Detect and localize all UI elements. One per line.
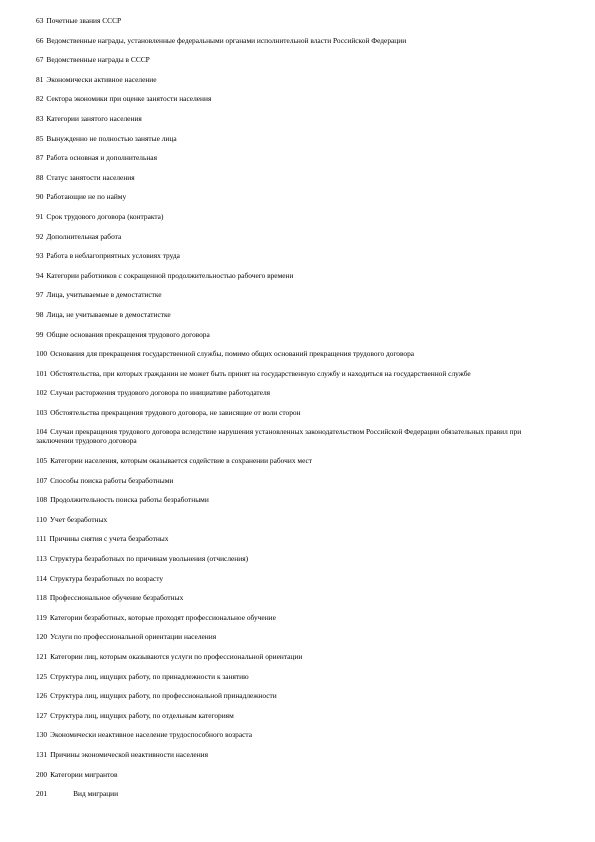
item-text: Общие основания прекращения трудового договора (46, 329, 210, 339)
item-number: 131 (36, 749, 48, 759)
list-item (36, 613, 588, 622)
item-number: 108 (36, 495, 48, 505)
item-number: 103 (36, 407, 48, 417)
item-number: 126 (36, 691, 48, 701)
list-item (36, 290, 588, 299)
list-item (36, 212, 588, 221)
list-item (36, 632, 588, 641)
item-text: Экономически неактивное население трудоспособного возраста (50, 730, 253, 740)
list-item (36, 456, 588, 465)
list-item (36, 789, 588, 798)
item-text: Структура лиц, ищущих работу, по принадлежности к занятию (50, 671, 249, 681)
item-number: 91 (36, 211, 44, 221)
list-item (36, 75, 588, 84)
list-item (36, 711, 588, 720)
list-item (36, 574, 588, 583)
list-item (36, 16, 588, 25)
item-text: Работа в неблагоприятных условиях труда (46, 251, 180, 261)
item-number: 200 (36, 769, 48, 779)
list-item (36, 495, 588, 504)
item-number: 83 (36, 113, 44, 123)
item-number: 85 (36, 133, 44, 143)
item-number: 67 (36, 55, 44, 65)
item-text: Обстоятельства прекращения трудового договора, не зависящие от воли сторон (50, 407, 301, 417)
item-text: Структура лиц, ищущих работу, по профессиональной принадлежности (50, 691, 277, 701)
item-number: 98 (36, 309, 44, 319)
item-text: Услуги по профессиональной ориентации населения (50, 632, 217, 642)
list-item (36, 192, 588, 201)
item-number: 66 (36, 35, 44, 45)
list-item (36, 388, 588, 397)
list-item (36, 330, 588, 339)
item-number: 81 (36, 74, 44, 84)
item-text: Случаи расторжения трудового договора по инициативе работодателя (50, 388, 271, 398)
item-number: 88 (36, 172, 44, 182)
item-text: Структура безработных по возрасту (49, 573, 164, 583)
item-text: Продолжительность поиска работы безработными (50, 495, 209, 505)
list-item (36, 750, 588, 759)
list-item (36, 153, 588, 162)
item-number: 127 (36, 710, 48, 720)
item-number: 97 (36, 290, 44, 300)
list-item (36, 515, 588, 524)
list-item (36, 672, 588, 681)
item-number: 121 (36, 652, 48, 661)
item-text: Ведомственные награды в СССР (46, 55, 150, 65)
list-item (36, 730, 588, 739)
item-number: 102 (36, 388, 48, 398)
item-number: 107 (36, 475, 48, 485)
item-text: Ведомственные награды, установленные федеральными органами исполнительной власти Российской Федерации (46, 35, 407, 45)
list-item (36, 593, 588, 602)
item-text: Экономически активное население (46, 74, 157, 84)
list-item (36, 770, 588, 779)
item-number: 110 (36, 514, 47, 524)
list-item (36, 271, 588, 280)
item-number: 119 (36, 612, 47, 622)
list-item (36, 408, 588, 417)
item-text: Основания для прекращения государственной службы, помимо общих оснований прекращения трудового договора (50, 349, 415, 359)
item-number: 100 (36, 349, 48, 359)
list-item (36, 114, 588, 123)
item-number: 105 (36, 456, 48, 466)
list-item (36, 349, 588, 358)
item-text: Работа основная и дополнительная (46, 153, 157, 163)
item-number: 82 (36, 94, 44, 104)
item-number: 101 (36, 368, 48, 378)
list-item (36, 251, 588, 260)
item-text: Категории населения, которым оказывается содействие в сохранении рабочих мест (50, 456, 313, 466)
list-item (36, 691, 588, 700)
item-text: Вид миграции (73, 789, 119, 799)
item-text: Срок трудового договора (контракта) (46, 211, 164, 221)
list-item (36, 534, 588, 543)
item-text: Категории мигрантов (50, 769, 118, 779)
list-item (36, 36, 588, 45)
item-number: 92 (36, 231, 44, 241)
item-number: 104 (36, 427, 48, 437)
item-text: Категории безработных, которые проходят профессиональное обучение (49, 612, 276, 622)
item-number: 118 (36, 593, 47, 603)
item-text: Категории лиц, которым оказываются услуги по профессиональной ориентации (50, 652, 303, 661)
item-text: Лица, не учитываемые в демостатистке (46, 309, 171, 319)
item-number: 111 (36, 534, 47, 544)
item-number: 63 (36, 16, 44, 25)
item-text: Почетные звания СССР (46, 16, 122, 25)
classifier-list (36, 16, 588, 798)
item-text: Лица, учитываемые в демостатистке (46, 290, 162, 300)
list-item (36, 134, 588, 143)
item-number: 87 (36, 153, 44, 163)
item-number: 90 (36, 192, 44, 202)
item-text: Вынужденно не полностью занятые лица (46, 133, 177, 143)
list-item (36, 94, 588, 103)
list-item (36, 232, 588, 241)
item-text: Случаи прекращения трудового договора вследствие нарушения установленных законодательством Российской Федерации обязательных правил при заключении трудового договора (36, 427, 522, 446)
item-text: Категории работников с сокращенной продолжительностью рабочего времени (46, 270, 294, 280)
list-item (36, 369, 588, 378)
item-number: 125 (36, 671, 48, 681)
item-number: 94 (36, 270, 44, 280)
list-item (36, 310, 588, 319)
list-item (36, 652, 588, 661)
item-text: Структура безработных по причинам увольнения (отчисления) (49, 554, 249, 564)
item-text: Структура лиц, ищущих работу, по отдельным категориям (50, 710, 234, 720)
item-number: 99 (36, 329, 44, 339)
item-number: 113 (36, 554, 47, 564)
item-text: Причины снятия с учета безработных (49, 534, 169, 544)
item-number: 114 (36, 573, 47, 583)
list-item (36, 554, 588, 563)
list-item (36, 427, 536, 445)
list-item (36, 55, 588, 64)
item-text: Причины экономической неактивности населения (50, 749, 209, 759)
item-text: Обстоятельства, при которых гражданин не может быть принят на государственную службу и находиться на государственной службе (50, 368, 471, 378)
list-item (36, 173, 588, 182)
item-text: Статус занятости населения (46, 172, 135, 182)
item-number: 201 (36, 789, 48, 799)
item-number: 93 (36, 251, 44, 261)
item-text: Способы поиска работы безработными (50, 475, 174, 485)
item-text: Дополнительная работа (46, 231, 122, 241)
item-text: Категории занятого населения (46, 113, 142, 123)
item-text: Работающие не по найму (46, 192, 127, 202)
item-number: 130 (36, 730, 48, 740)
item-number: 120 (36, 632, 48, 642)
list-item (36, 476, 588, 485)
item-text: Учет безработных (49, 514, 108, 524)
item-text: Сектора экономики при оценке занятости населения (46, 94, 212, 104)
item-text: Профессиональное обучение безработных (49, 593, 184, 603)
